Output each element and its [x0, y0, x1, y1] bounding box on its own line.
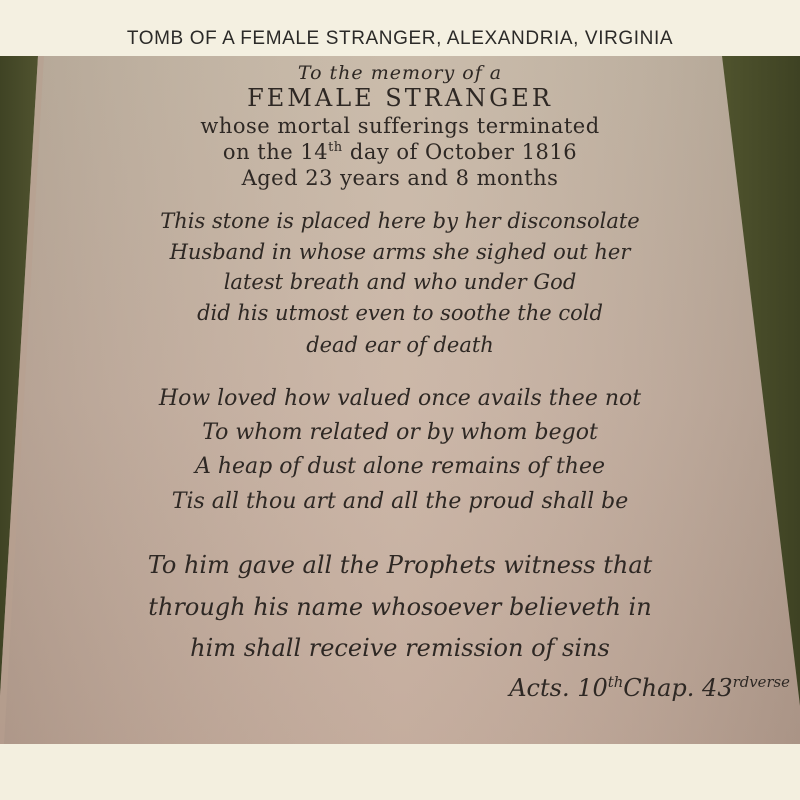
- inscription-line: latest breath and who under God: [223, 270, 577, 294]
- inscription-line: [0, 140, 800, 164]
- inscription-superscript: th: [328, 140, 343, 156]
- citation-text: Acts. 10: [509, 673, 608, 702]
- epitaph-line: A heap of dust alone remains of thee: [194, 454, 606, 479]
- citation-superscript: th: [607, 673, 624, 691]
- scripture-citation: [0, 673, 790, 702]
- scripture-line: him shall receive remission of sins: [190, 634, 610, 662]
- inscription-line: Aged 23 years and 8 months: [241, 166, 559, 190]
- epitaph-line: Tis all thou art and all the proud shall be: [171, 489, 629, 514]
- inscription-line: did his utmost even to soothe the cold: [197, 301, 603, 325]
- epitaph-line: To whom related or by whom begot: [202, 420, 598, 445]
- postcard-caption: TOMB OF A FEMALE STRANGER, ALEXANDRIA, VIRGINIA: [126, 28, 674, 49]
- inscription-text: day of October 1816: [349, 140, 578, 164]
- epitaph-line: How loved how valued once avails thee not: [158, 386, 642, 411]
- inscription-line: To the memory of a: [297, 62, 503, 84]
- citation-text: Chap. 43: [623, 673, 733, 702]
- citation-text: verse: [749, 673, 790, 691]
- inscription: [0, 56, 800, 744]
- citation-superscript: rd: [732, 673, 750, 691]
- scripture-line: To him gave all the Prophets witness that: [147, 551, 653, 579]
- scripture-line: through his name whosoever believeth in: [148, 593, 652, 621]
- inscription-line: This stone is placed here by her disconsolate: [160, 209, 640, 233]
- inscription-text: on the 14: [222, 140, 329, 164]
- postcard-border: [0, 744, 800, 800]
- inscription-line: whose mortal sufferings terminated: [200, 114, 600, 138]
- inscription-line: Husband in whose arms she sighed out her: [169, 240, 631, 264]
- inscription-line: dead ear of death: [306, 333, 494, 357]
- inscription-title: FEMALE STRANGER: [247, 84, 553, 112]
